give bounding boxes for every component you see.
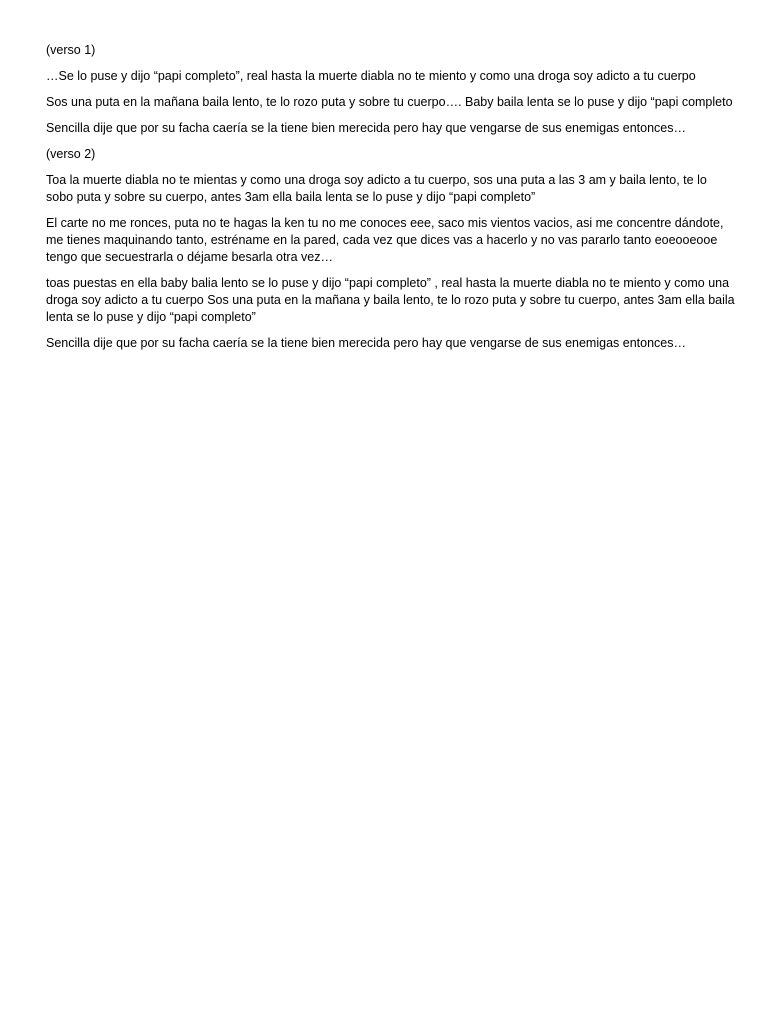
lyrics-paragraph: Toa la muerte diabla no te mientas y como una droga soy adicto a tu cuerpo, sos una puta a las 3 am y baila lento, te lo sobo puta y sobre su cuerpo, antes 3am ella baila lenta se lo puse y dijo “papi completo” — [46, 173, 707, 204]
lyrics-paragraph: …Se lo puse y dijo “papi completo”, real hasta la muerte diabla no te miento y como una droga soy adicto a tu cuerpo — [46, 69, 696, 83]
verse-2-heading: (verso 2) — [46, 147, 96, 161]
lyrics-paragraph: Sencilla dije que por su facha caería se la tiene bien merecida pero hay que vengarse de sus enemigas entonces… — [46, 121, 686, 135]
lyrics-paragraph: El carte no me ronces, puta no te hagas la ken tu no me conoces eee, saco mis vientos vacios, asi me concentre dándote, me tienes maquinando tanto, estréname en la pared, cada vez que dices vas a hacerlo y no vas pararlo tanto eoeooeooe tengo que secuestrarla o déjame besarla otra vez… — [46, 216, 724, 264]
lyrics-paragraph: Sencilla dije que por su facha caería se la tiene bien merecida pero hay que vengarse de sus enemigas entonces… — [46, 336, 686, 350]
document-page — [46, 42, 736, 361]
verse-1-heading: (verso 1) — [46, 43, 96, 57]
lyrics-paragraph: toas puestas en ella baby balia lento se lo puse y dijo “papi completo” , real hasta la muerte diabla no te miento y como una droga soy adicto a tu cuerpo Sos una puta en la mañana y baila lento, te lo rozo puta y sobre tu cuerpo, antes 3am ella baila lenta se lo puse y dijo “papi completo” — [46, 276, 735, 324]
lyrics-paragraph: Sos una puta en la mañana baila lento, te lo rozo puta y sobre tu cuerpo…. Baby baila lenta se lo puse y dijo “papi completo — [46, 95, 733, 109]
